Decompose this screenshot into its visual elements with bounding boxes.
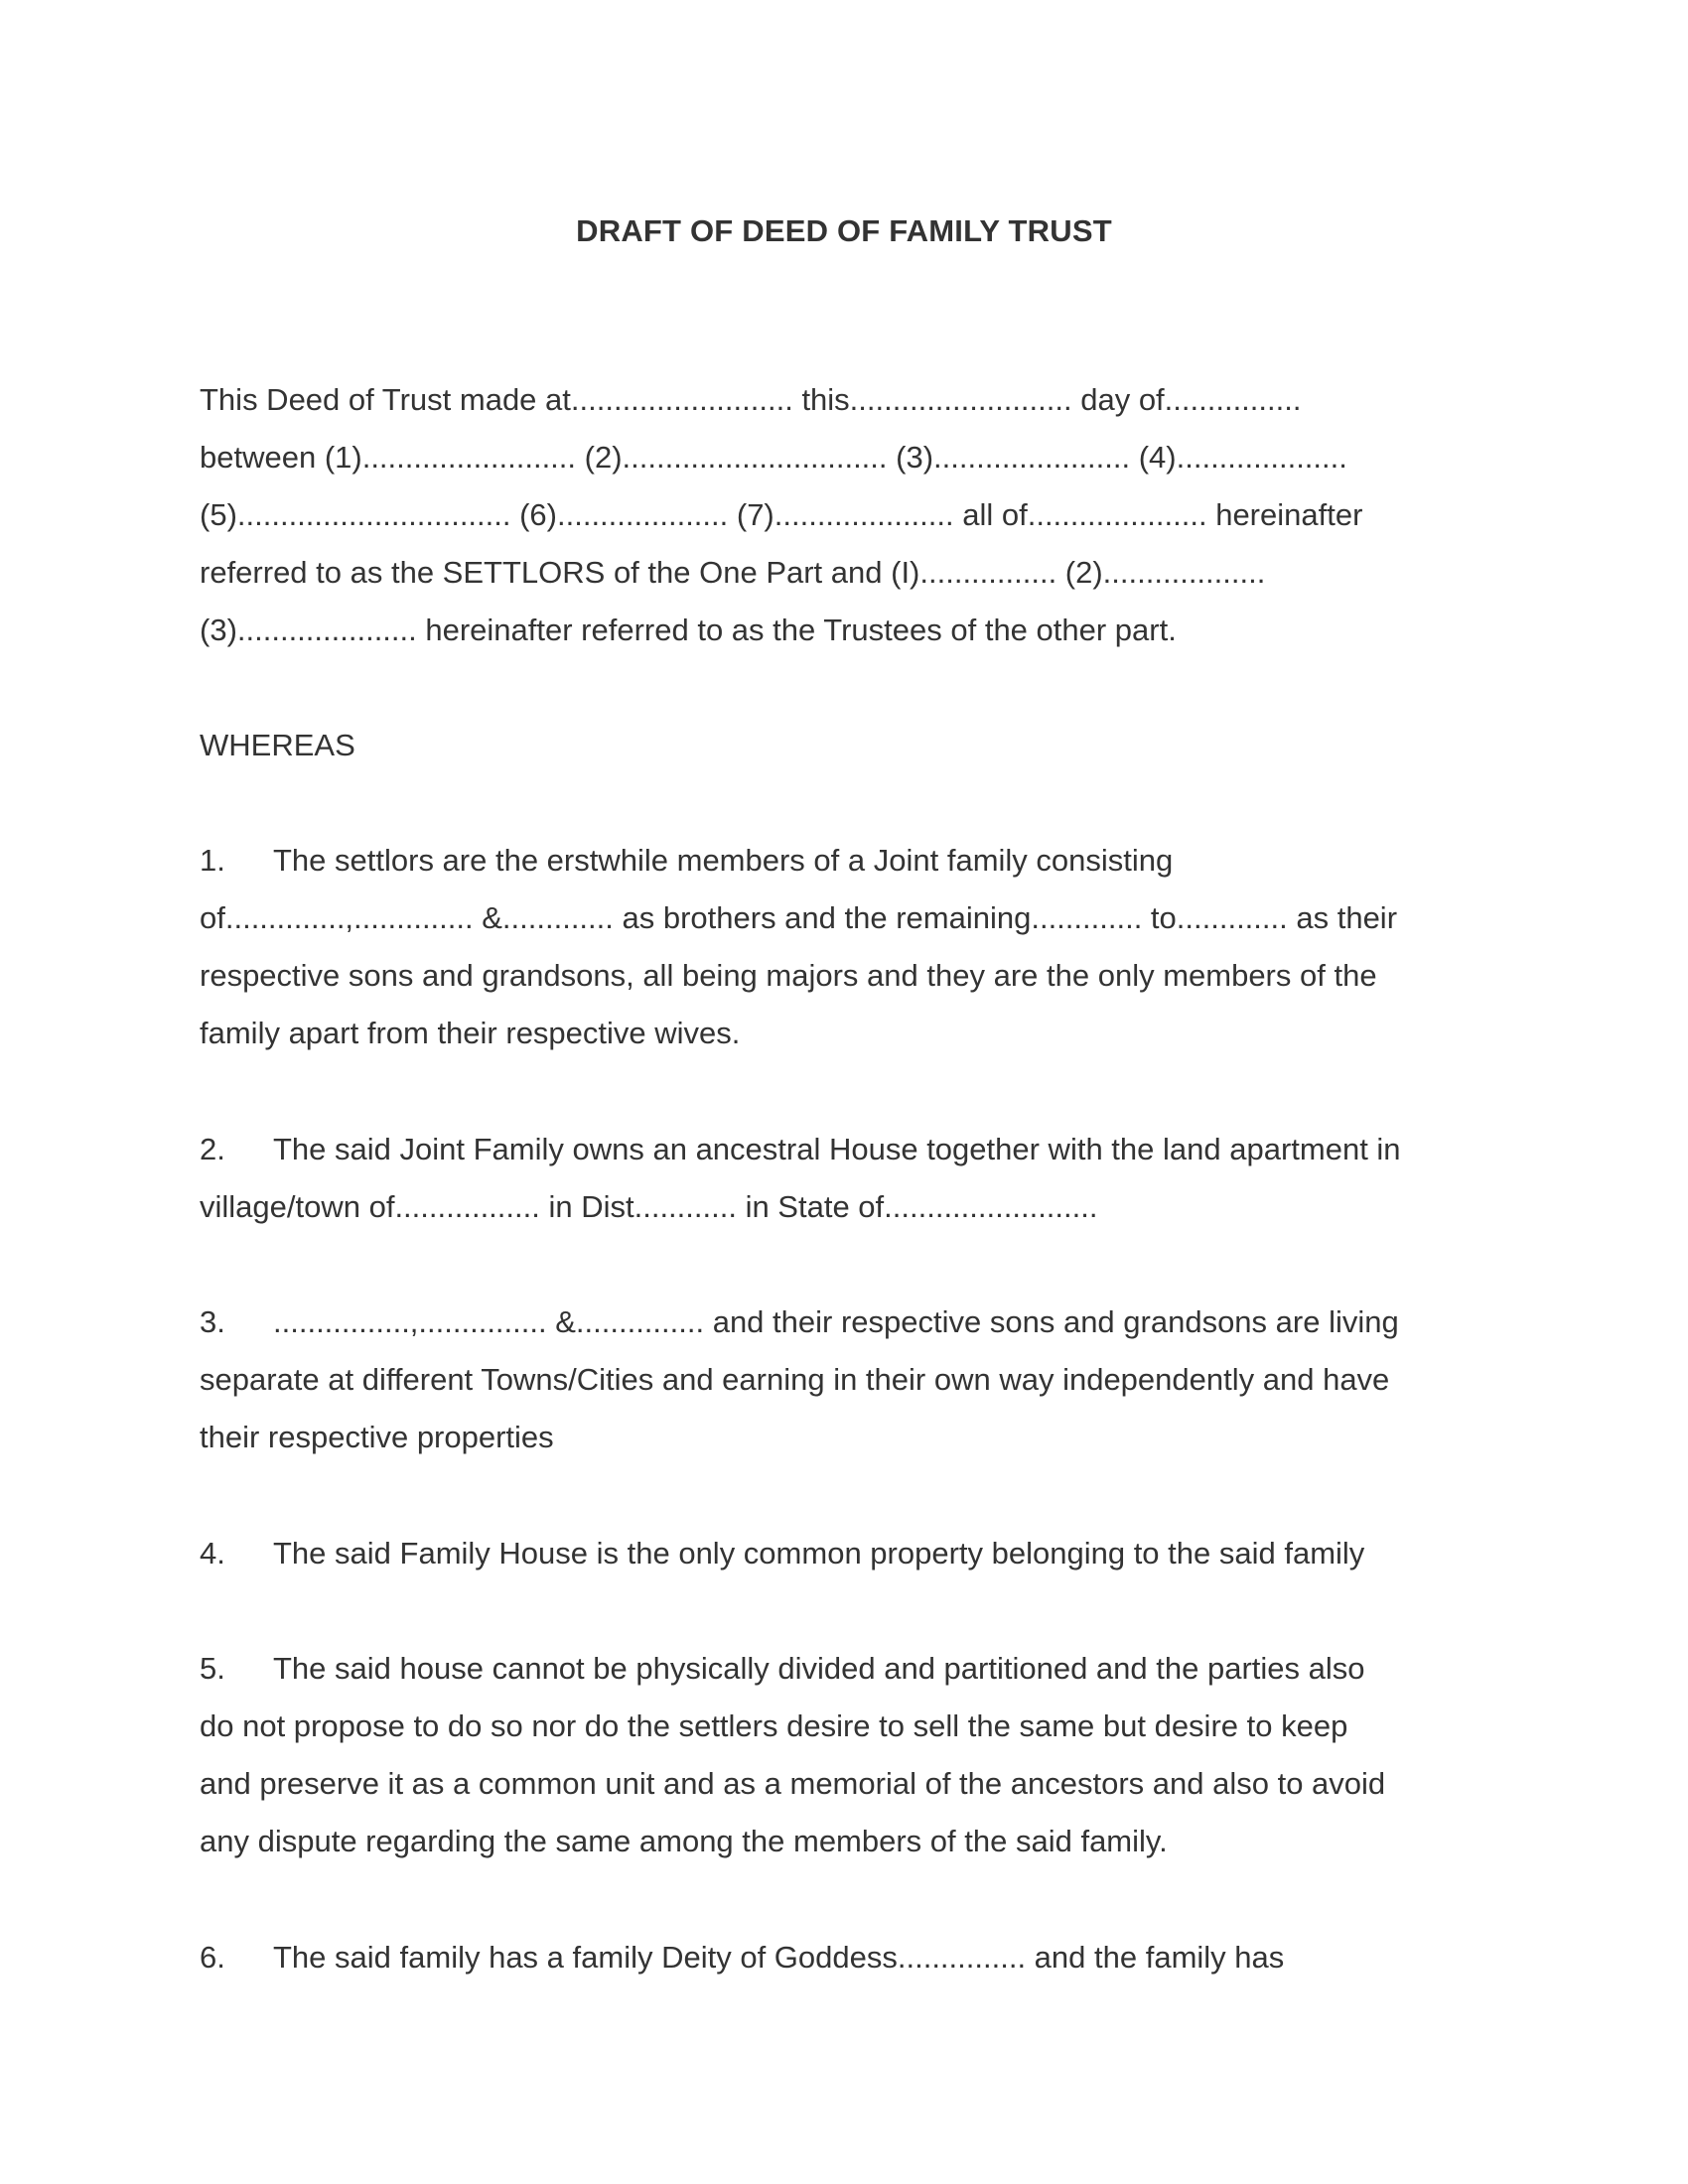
- clause-text: The said Joint Family owns an ancestral House together with the land apartment in: [273, 1132, 1401, 1166]
- intro-line: (3)..................... hereinafter referred to as the Trustees of the other part.: [200, 613, 1177, 647]
- clause-line: respective sons and grandsons, all being majors and they are the only members of the: [200, 958, 1377, 993]
- clause-line: family apart from their respective wives.: [200, 1016, 741, 1050]
- document-title: DRAFT OF DEED OF FAMILY TRUST: [576, 213, 1112, 248]
- intro-line: referred to as the SETTLORS of the One Part and (I)................ (2)...................: [200, 555, 1266, 590]
- whereas-heading: [200, 717, 1510, 774]
- clause-text: The said Family House is the only common property belonging to the said family: [273, 1536, 1365, 1570]
- clause-number: 1.: [200, 843, 225, 878]
- clause-5: [200, 1640, 1510, 1870]
- clause-line: [200, 1294, 1510, 1351]
- clause-text: ................,............... &............... and their respective sons and grandsons are living: [273, 1304, 1399, 1339]
- clause-line: [200, 1929, 1510, 1986]
- clause-number: 5.: [200, 1651, 225, 1686]
- clause-3: [200, 1294, 1510, 1466]
- clause-line: [200, 1525, 1510, 1582]
- clause-line: and preserve it as a common unit and as a memorial of the ancestors and also to avoid: [200, 1766, 1386, 1801]
- whereas-text: WHEREAS: [200, 728, 355, 762]
- clause-number: 2.: [200, 1132, 225, 1166]
- clause-text: The settlors are the erstwhile members of a Joint family consisting: [273, 843, 1174, 878]
- clause-6: [200, 1929, 1510, 1986]
- clause-line: village/town of................. in Dist............ in State of.........................: [200, 1189, 1098, 1224]
- clause-line: their respective properties: [200, 1420, 554, 1454]
- clause-number: 4.: [200, 1536, 225, 1570]
- clause-text: The said family has a family Deity of Goddess............... and the family has: [273, 1940, 1285, 1975]
- clause-line: any dispute regarding the same among the members of the said family.: [200, 1824, 1168, 1858]
- clause-line: do not propose to do so nor do the settlers desire to sell the same but desire to keep: [200, 1708, 1348, 1743]
- clause-line: [200, 1640, 1510, 1698]
- intro-line: between (1)......................... (2)............................... (3)....................... (4)....................: [200, 440, 1347, 475]
- clause-line: separate at different Towns/Cities and earning in their own way independently and have: [200, 1362, 1390, 1397]
- intro-line: This Deed of Trust made at.......................... this.......................... day of................: [200, 382, 1302, 417]
- intro-paragraph: [200, 371, 1510, 659]
- clause-number: 3.: [200, 1304, 225, 1339]
- intro-line: (5)................................ (6).................... (7)..................... all of..................... hereinafter: [200, 497, 1363, 532]
- clause-text: The said house cannot be physically divided and partitioned and the parties also: [273, 1651, 1365, 1686]
- clause-line: [200, 1121, 1510, 1178]
- clause-4: [200, 1525, 1510, 1582]
- clause-line: of..............,.............. &............. as brothers and the remaining............. to............. as their: [200, 900, 1398, 935]
- clause-number: 6.: [200, 1940, 225, 1975]
- clause-line: [200, 832, 1510, 889]
- clause-1: [200, 832, 1510, 1062]
- clause-2: [200, 1121, 1510, 1236]
